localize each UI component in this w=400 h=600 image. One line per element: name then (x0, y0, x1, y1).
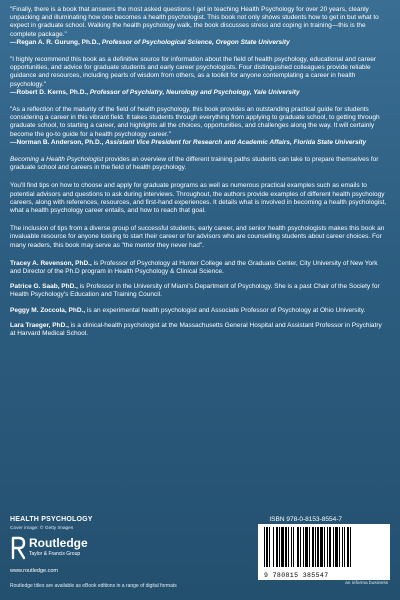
barcode-bar (347, 527, 349, 567)
informa-note: an informa business (345, 581, 388, 586)
barcode-bar (317, 527, 319, 567)
barcode-bar (285, 527, 287, 567)
author-bio: Peggy M. Zoccola, PhD., is an experimental health psychologist and Associate Professor of Psychology at Ohio University. (10, 306, 366, 314)
endorsement-text: "Finally, there is a book that answers the most asked questions I get in teaching Health Psychology for over 20 years, cleanly unpacking and illuminating how one becomes a health psychologist. This book not only shows students how to get in but what to expect in graduate school. Walking the health psychology walk, the book discusses stress and coping in training—this is the complete package." (10, 6, 379, 38)
barcode-bar (297, 527, 299, 567)
ebook-note: Routledge titles are available as eBook editions in a range of digital formats (10, 583, 177, 589)
barcode-bar (329, 527, 331, 567)
endorsement-text: "I highly recommend this book as a definitive source for information about the field of health psychology, educational and career opportunities, and advice for graduate students and early career psychologists. Four distinguished colleagues provide reliable guidance and resources, including pearls of wisdom from others, as a toolkit for anyone contemplating a career in health psychology." (10, 56, 377, 88)
barcode-bar (264, 527, 265, 567)
endorsement-attribution: —Regan A. R. Gurung, Ph.D., Professor of Psychological Science, Oregon State University (10, 38, 290, 46)
subject-category: HEALTH PSYCHOLOGY (10, 516, 93, 523)
description-paragraph-1: Becoming a Health Psychologist provides an overview of the different training paths students can take to prepare themselves for graduate school and careers in the field of health psychology. (10, 156, 379, 172)
barcode-bar (335, 527, 338, 567)
book-title: Becoming a Health Psychologist (10, 156, 104, 164)
endorsements (10, 6, 388, 147)
barcode-bar (309, 527, 310, 567)
barcode-bar (288, 527, 289, 567)
barcode-bar (342, 527, 343, 567)
barcode-bar (333, 527, 334, 567)
author-bio: Patrice G. Saab, PhD., is Professor in the University of Miami's Department of Psychology. She is a past Chair of the Society for Health Psychology's Education and Training Council. (10, 283, 380, 299)
author-bio: Tracey A. Revenson, PhD., is Professor of Psychology at Hunter College and the Graduate Center, City University of New York and Director of the Ph.D program in Health Psychology & Clinical Science. (10, 259, 378, 276)
barcode-bar (291, 527, 292, 567)
barcode-bar (305, 527, 308, 567)
endorsement-3 (10, 106, 388, 147)
barcode-bar (269, 527, 270, 567)
cover-credit: Cover image: © Getty Images (10, 526, 74, 531)
barcode-bar (350, 527, 351, 567)
barcode-bar (281, 527, 284, 567)
endorsement-attribution: —Norman B. Anderson, Ph.D., Assistant Vice President for Research and Academic Affairs, Florida State University (10, 138, 367, 146)
publisher-name: Routledge (29, 536, 88, 550)
barcode-bar (279, 527, 280, 567)
barcode-bar (293, 527, 294, 567)
endorsement-2 (10, 56, 388, 97)
barcode-bar (300, 527, 301, 567)
author-bios (10, 260, 388, 338)
barcode-bar (344, 527, 345, 567)
barcode-bar (276, 527, 278, 567)
barcode-number: 9 780815 385547 (264, 572, 329, 579)
barcode-bar (320, 527, 323, 567)
endorsement-attribution: —Robert D. Kerns, Ph.D., Professor of Psychiatry, Neurology and Psychology, Yale University (10, 88, 300, 96)
barcode-bar (324, 527, 325, 567)
endorsement-1 (10, 6, 388, 47)
description-paragraph-2: You'll find tips on how to choose and apply for graduate programs as well as numerous practical examples such as emails to potential advisors and questions to ask during interviews. Throughout, the authors provide examples of different health psychology careers, along with references, resources, and first-hand experiences. It details what is involved in becoming a health psychologist, what a health psychology career entails, and how to reach that goal. (10, 182, 387, 215)
barcode-bar (312, 527, 314, 567)
author-bio: Lara Traeger, PhD., is a clinical-health psychologist at the Massachusetts General Hospital and Assistant Professor in Psychiatry at Harvard Medical School. (10, 321, 382, 338)
barcode-bars-icon (264, 527, 382, 567)
cover-footer (10, 516, 390, 594)
publisher-url: www.routledge.com (10, 568, 58, 574)
publisher-logo (10, 536, 130, 566)
endorsement-text: "As a reflection of the maturity of the field of health psychology, this book provides an outstanding practical guide for students considering a career in this vibrant field. It takes students through everything from applying to graduate school, to getting through graduate school, to starting a career, and highlights all the choices, opportunities, and challenges along the way. It will certainly become the go-to guide for a health psychology career." (10, 106, 380, 138)
barcode-bar (273, 527, 274, 567)
routledge-logo-icon (10, 536, 26, 560)
publisher-group: Taylor & Francis Group (29, 551, 81, 557)
barcode-bar (303, 527, 304, 567)
barcode-bar (339, 527, 340, 567)
barcode (258, 524, 390, 580)
barcode-bar (315, 527, 316, 567)
cover-text (10, 6, 388, 345)
barcode-bar (327, 527, 328, 567)
barcode-bar (266, 527, 268, 567)
isbn-label: ISBN 978-0-8153-8554-7 (269, 516, 342, 523)
description-paragraph-3: The inclusion of tips from a diverse group of successful students, early career, and senior health psychologists makes this book an invaluable resource for anyone looking to start their career or for advisors who are counselling students about career choices. For many readers, this book may serve as "the mentor they never had". (10, 225, 385, 249)
